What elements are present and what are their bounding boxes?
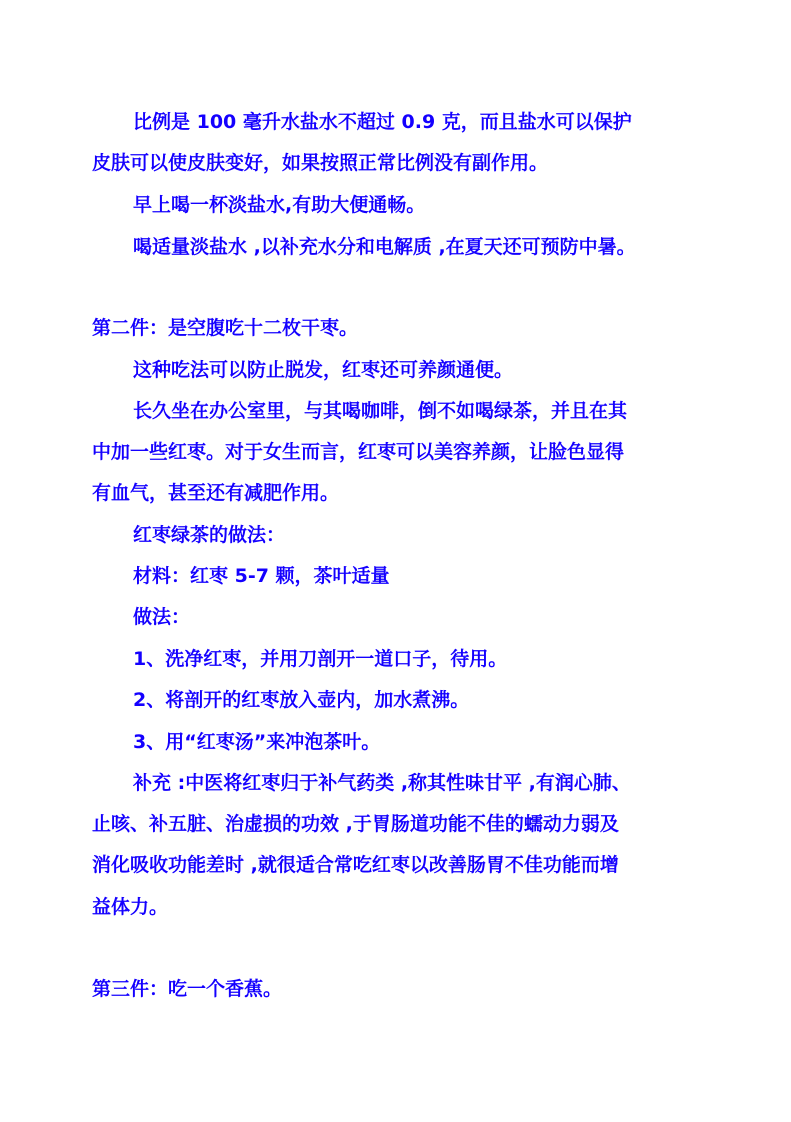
paragraph-line: 长久坐在办公室里，与其喝咖啡，倒不如喝绿茶，并且在其 xyxy=(133,400,628,422)
paragraph-line: 喝适量淡盐水 ,以补充水分和电解质 ,在夏天还可预防中暑。 xyxy=(133,236,636,258)
paragraph-line: 益体力。 xyxy=(92,896,169,918)
paragraph-line: 中加一些红枣。对于女生而言，红枣可以美容养颜，让脸色显得 xyxy=(92,441,625,463)
list-item: 3、用“红枣汤”来冲泡茶叶。 xyxy=(133,731,381,753)
paragraph-line: 早上喝一杯淡盐水,有助大便通畅。 xyxy=(133,194,426,216)
list-item: 2、将剖开的红枣放入壶内，加水煮沸。 xyxy=(133,689,470,711)
paragraph-line: 消化吸收功能差时 ,就很适合常吃红枣以改善肠胃不佳功能而增 xyxy=(92,854,619,876)
section-heading: 第二件：是空腹吃十二枚干枣。 xyxy=(92,317,359,339)
paragraph-line: 补充 :中医将红枣归于补气药类 ,称其性味甘平 ,有润心肺、 xyxy=(133,772,631,794)
paragraph-line: 材料：红枣 5-7 颗，茶叶适量 xyxy=(133,565,390,587)
list-item: 1、洗净红枣，并用刀剖开一道口子，待用。 xyxy=(133,648,508,670)
paragraph-line: 红枣绿茶的做法： xyxy=(133,524,286,546)
paragraph-line: 皮肤可以使皮肤变好，如果按照正常比例没有副作用。 xyxy=(92,152,549,174)
paragraph-line: 这种吃法可以防止脱发，红枣还可养颜通便。 xyxy=(133,359,514,381)
paragraph-line: 比例是 100 毫升水盐水不超过 0.9 克，而且盐水可以保护 xyxy=(133,111,632,133)
paragraph-line: 做法： xyxy=(133,606,191,628)
paragraph-line: 有血气，甚至还有减肥作用。 xyxy=(92,482,340,504)
paragraph-line: 止咳、补五脏、治虚损的功效 ,于胃肠道功能不佳的蠕动力弱及 xyxy=(92,813,619,835)
section-heading: 第三件：吃一个香蕉。 xyxy=(92,978,283,1000)
